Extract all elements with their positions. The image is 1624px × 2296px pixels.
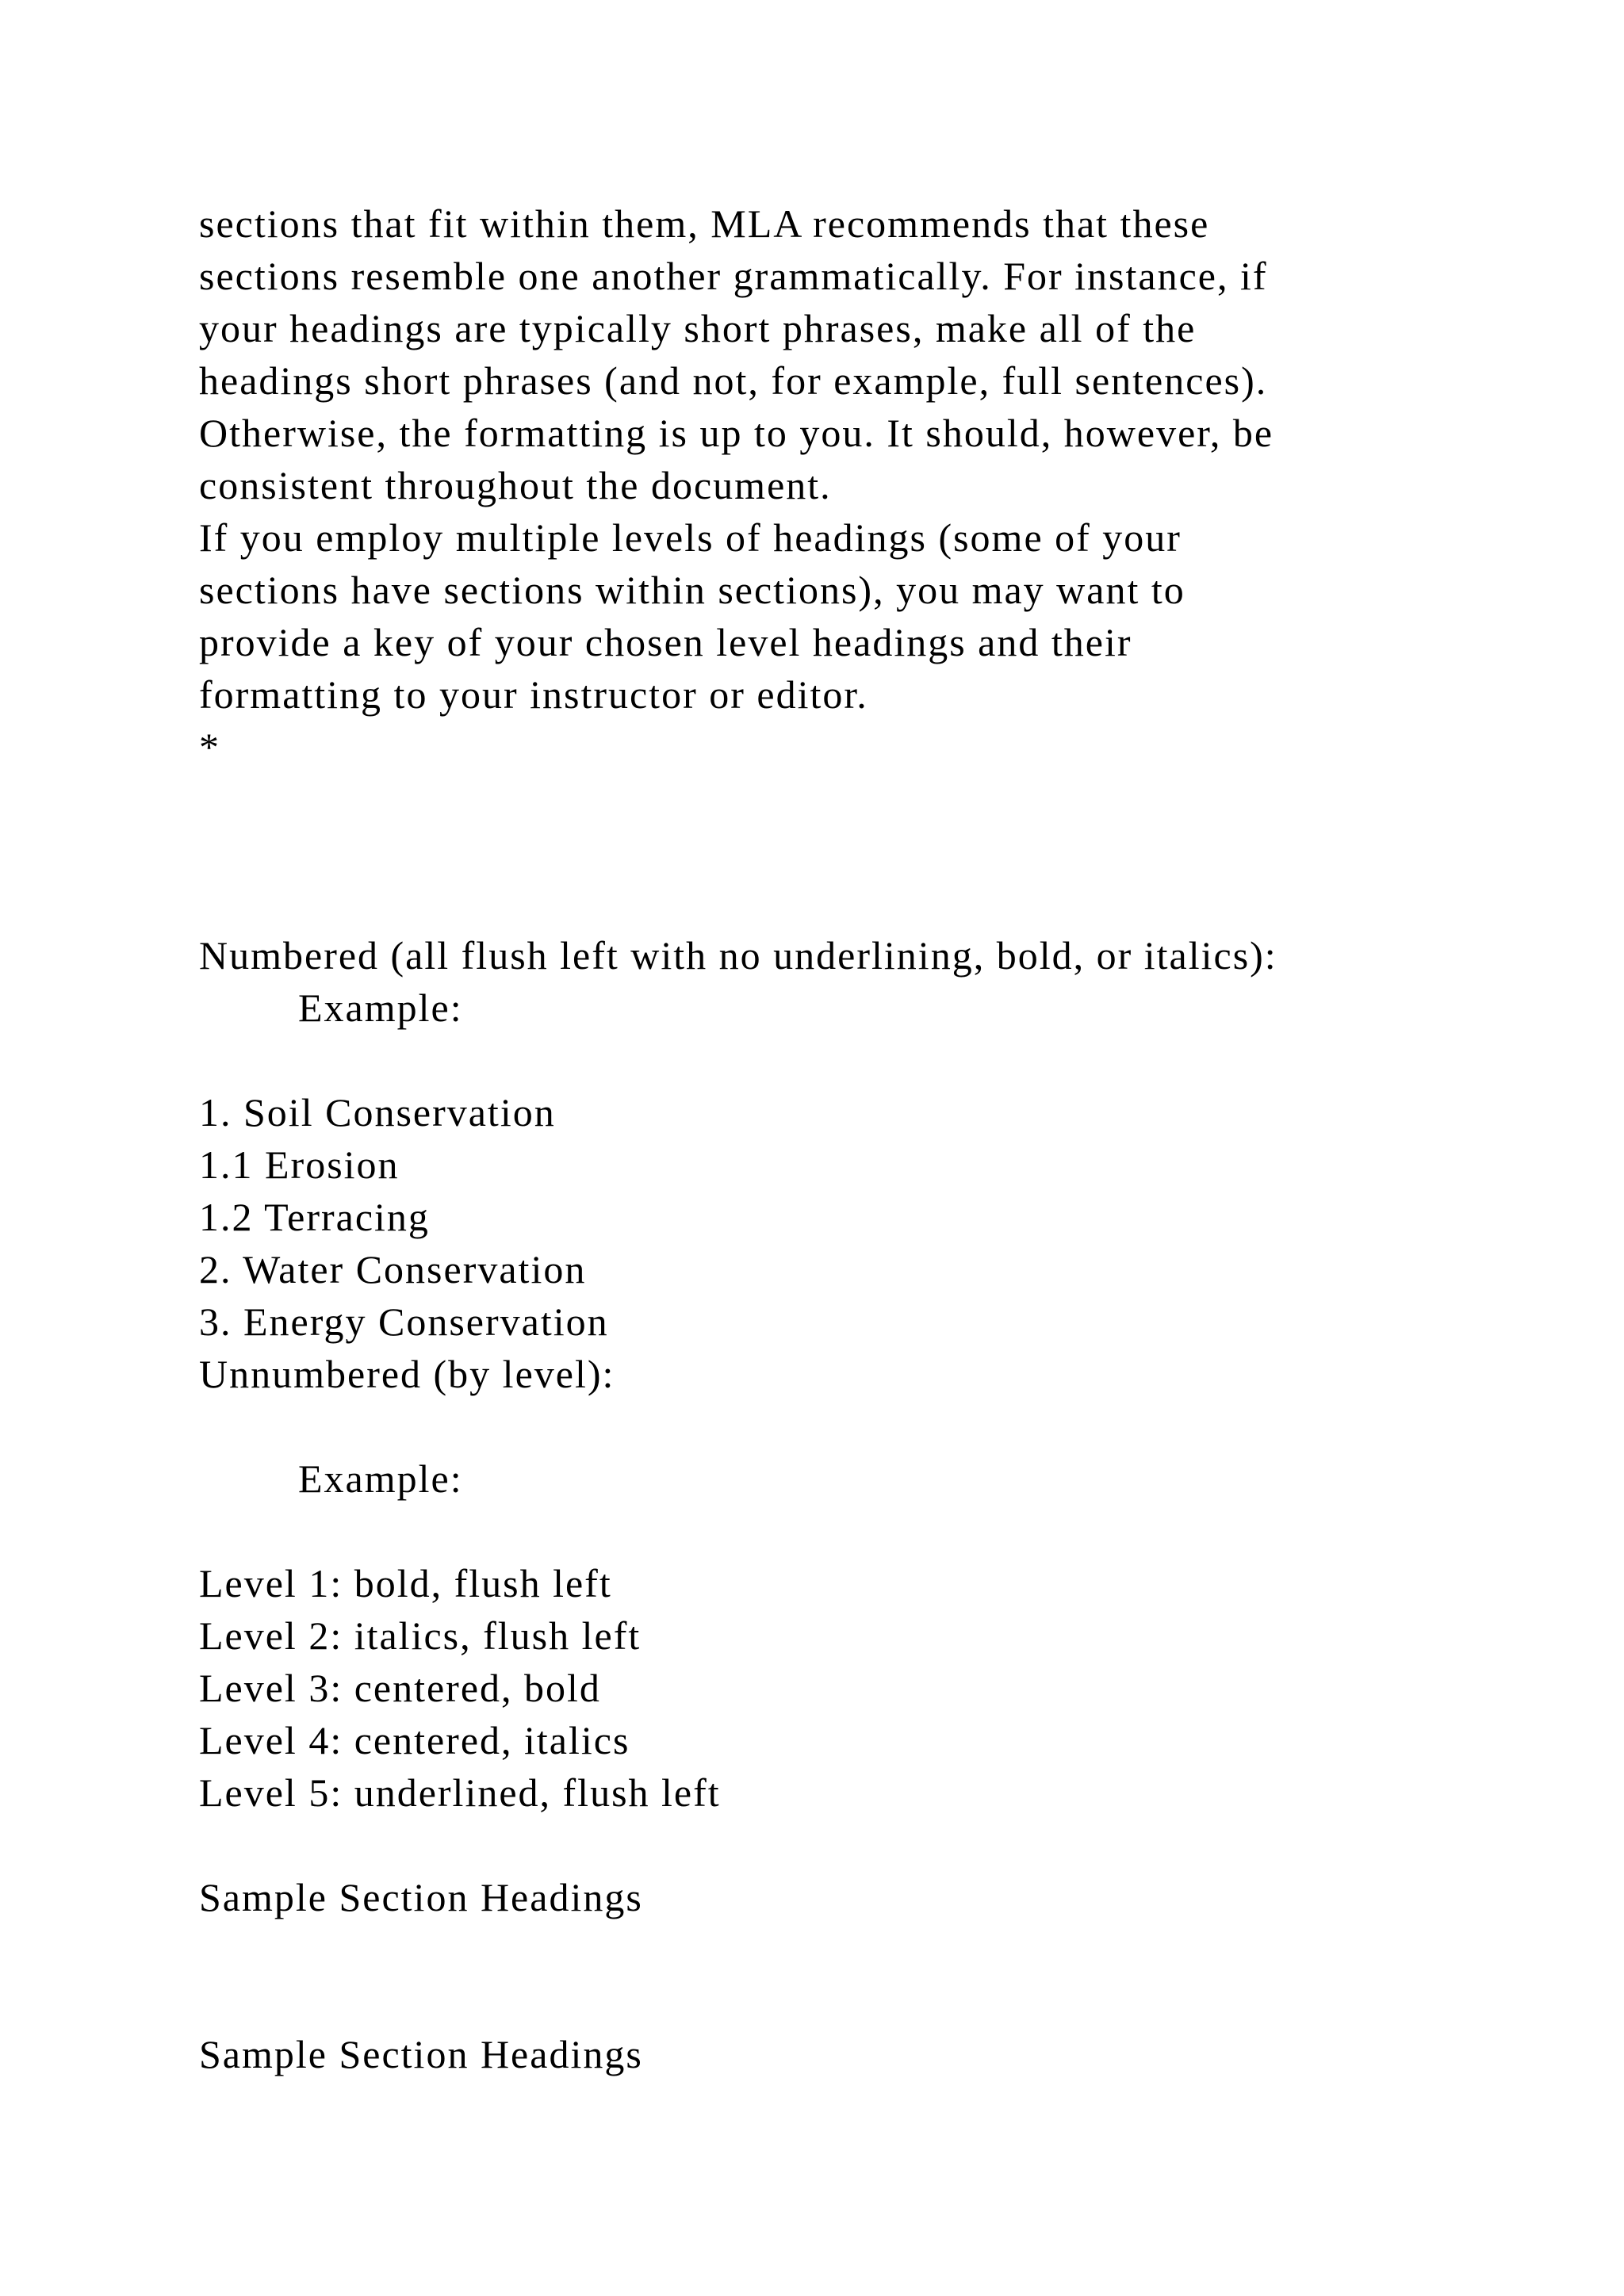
example-label: Example: — [298, 1456, 463, 1501]
level-item: Level 3: centered, bold — [199, 1666, 601, 1710]
sample-section-heading: Sample Section Headings — [199, 2032, 643, 2076]
numbered-item: 1. Soil Conservation — [199, 1090, 556, 1135]
paragraph-line: sections resemble one another grammatically. For instance, if — [199, 254, 1268, 298]
numbered-heading: Numbered (all flush left with no underlining, bold, or italics): — [199, 933, 1277, 978]
numbered-item: 2. Water Conservation — [199, 1247, 587, 1292]
numbered-item: 1.1 Erosion — [199, 1142, 400, 1187]
example-label: Example: — [298, 985, 463, 1030]
level-item: Level 4: centered, italics — [199, 1718, 630, 1762]
numbered-item: 1.2 Terracing — [199, 1195, 430, 1239]
paragraph-line: sections have sections within sections), you may want to — [199, 568, 1185, 612]
paragraph-line: Otherwise, the formatting is up to you. It should, however, be — [199, 411, 1274, 455]
level-item: Level 2: italics, flush left — [199, 1613, 642, 1658]
paragraph-line: your headings are typically short phrases, make all of the — [199, 306, 1197, 350]
sample-section-heading: Sample Section Headings — [199, 1875, 643, 1919]
paragraph-line: provide a key of your chosen level headings and their — [199, 620, 1132, 664]
paragraph-line: headings short phrases (and not, for example, full sentences). — [199, 358, 1268, 403]
paragraph-line: formatting to your instructor or editor. — [199, 672, 868, 717]
paragraph-line: sections that fit within them, MLA recommends that these — [199, 201, 1210, 246]
unnumbered-heading: Unnumbered (by level): — [199, 1352, 615, 1396]
numbered-item: 3. Energy Conservation — [199, 1299, 609, 1344]
level-item: Level 5: underlined, flush left — [199, 1770, 721, 1815]
asterisk-marker: * — [199, 725, 220, 769]
level-item: Level 1: bold, flush left — [199, 1561, 612, 1605]
paragraph-line: If you employ multiple levels of headings (some of your — [199, 515, 1182, 560]
paragraph-line: consistent throughout the document. — [199, 463, 832, 507]
